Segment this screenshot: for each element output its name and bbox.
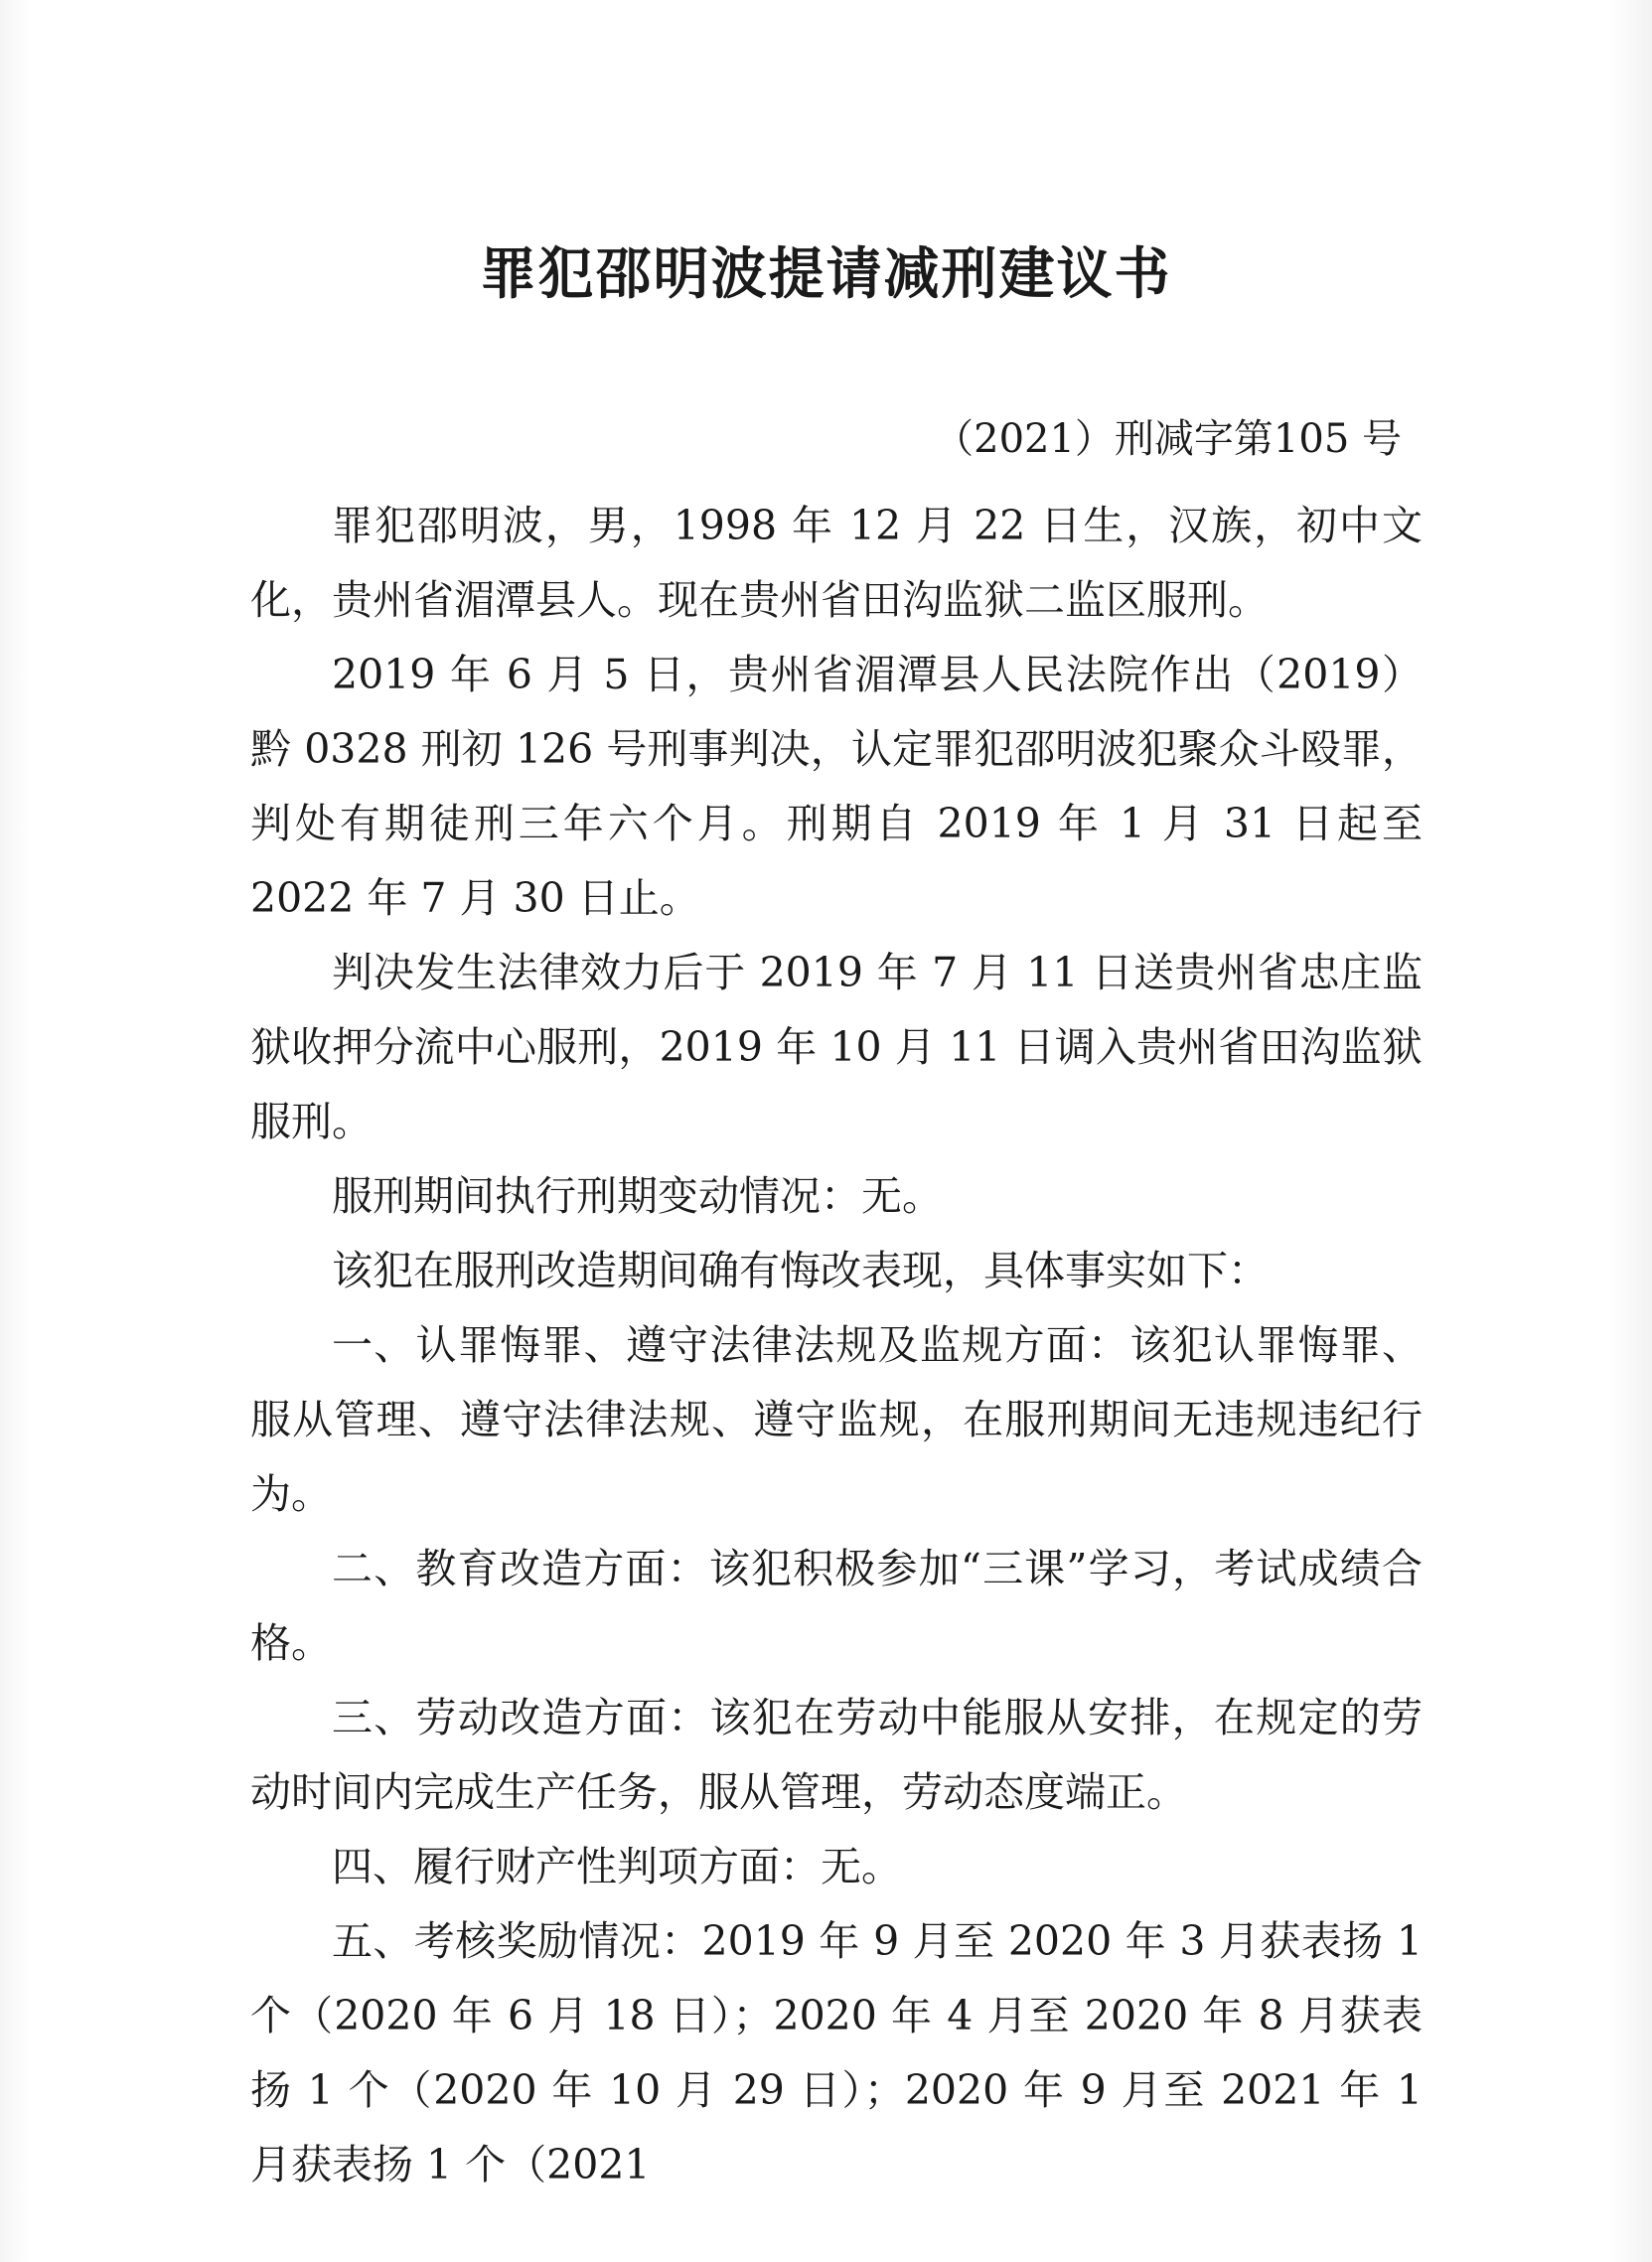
paragraph-item-2: 二、教育改造方面：该犯积极参加“三课”学习，考试成绩合格。 bbox=[250, 1545, 1423, 1667]
paragraph-item-1: 一、认罪悔罪、遵守法律法规及监规方面：该犯认罪悔罪、服从管理、遵守法律法规、遵守监规，在服刑期间无违规违纪行为。 bbox=[250, 1321, 1423, 1518]
paragraph-item-5: 五、考核奖励情况：2019 年 9 月至 2020 年 3 月获表扬 1 个（2020 年 6 月 18 日）；2020 年 4 月至 2020 年 8 月获表扬 1 个（2020 年 10 月 29 日）；2020 年 9 月至 2021 年 1 月获表扬 1 个（2021 bbox=[250, 1917, 1423, 2188]
paragraph-judgment: 2019 年 6 月 5 日，贵州省湄潭县人民法院作出（2019）黔 0328 刑初 126 号刑事判决，认定罪犯邵明波犯聚众斗殴罪，判处有期徒刑三年六个月。刑期自 2019 年 1 月 31 日起至 2022 年 7 月 30 日止。 bbox=[250, 651, 1423, 922]
paragraph-personal-info: 罪犯邵明波，男，1998 年 12 月 22 日生，汉族，初中文化，贵州省湄潭县人。现在贵州省田沟监狱二监区服刑。 bbox=[250, 502, 1423, 624]
document-body bbox=[250, 489, 1423, 2202]
paragraph-item-3: 三、劳动改造方面：该犯在劳动中能服从安排，在规定的劳动时间内完成生产任务，服从管理，劳动态度端正。 bbox=[250, 1694, 1423, 1816]
paragraph-item-4: 四、履行财产性判项方面：无。 bbox=[332, 1843, 902, 1890]
paragraph-transfer: 判决发生法律效力后于 2019 年 7 月 11 日送贵州省忠庄监狱收押分流中心服刑，2019 年 10 月 11 日调入贵州省田沟监狱服刑。 bbox=[250, 949, 1423, 1145]
document-number: （2021）刑减字第105 号 bbox=[934, 416, 1402, 462]
document-title: 罪犯邵明波提请减刑建议书 bbox=[480, 242, 1172, 307]
paragraph-sentence-change: 服刑期间执行刑期变动情况：无。 bbox=[332, 1172, 943, 1220]
paragraph-facts-intro: 该犯在服刑改造期间确有悔改表现，具体事实如下： bbox=[332, 1247, 1269, 1294]
